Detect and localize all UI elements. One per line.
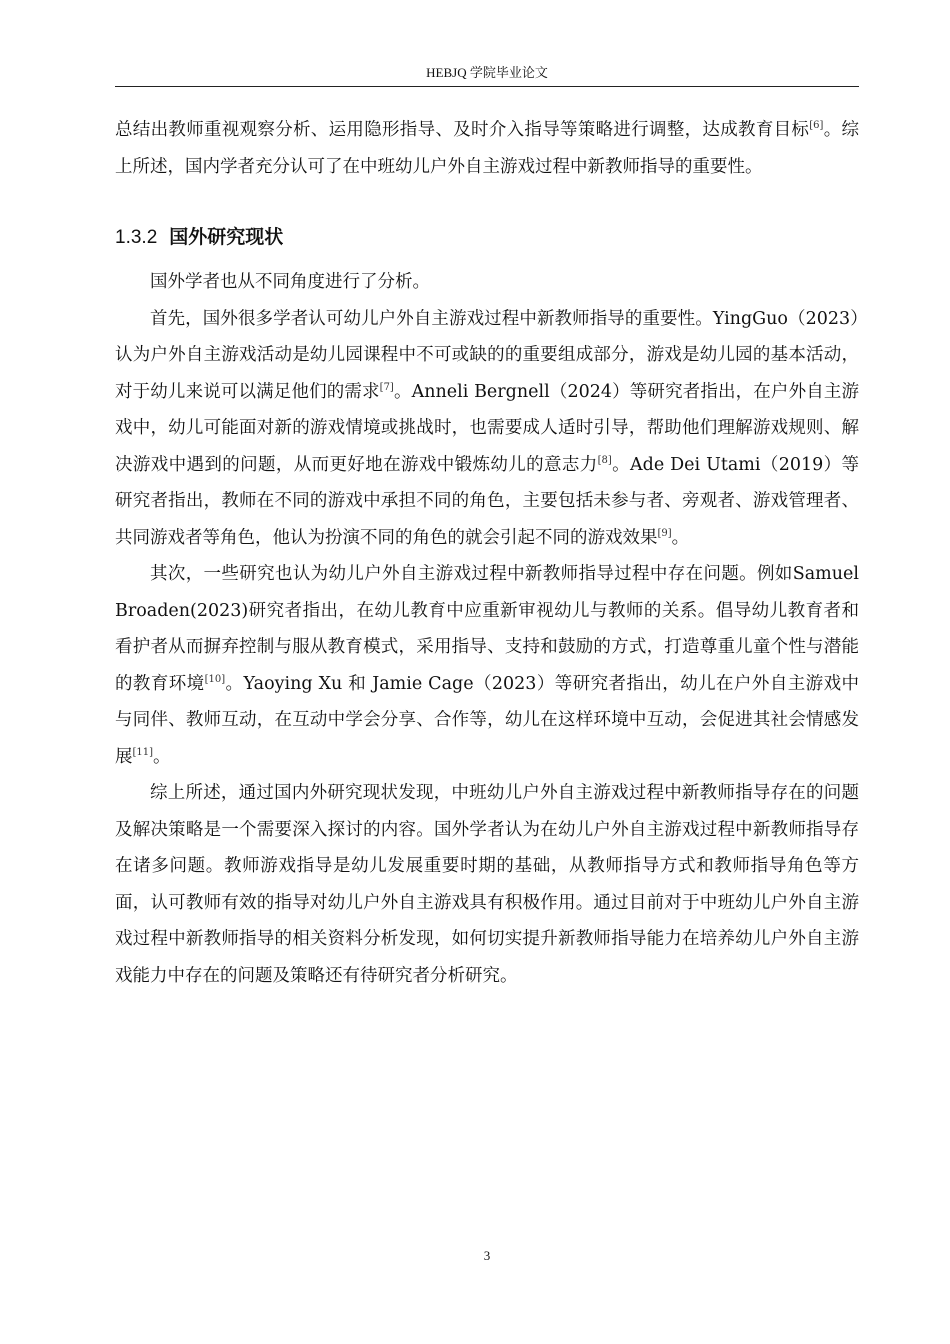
- page-number: 3: [483, 1248, 491, 1263]
- paragraph-2-text-d: 。: [671, 527, 690, 548]
- paragraph-3-text-b: 。Yaoying Xu 和 Jamie Cage（2023）等研究者指出，幼儿在户外自主游戏中与同伴、教师互动，在互动中学会分享、合作等，幼儿在这样环境中互动，会促进其社会情感发展: [115, 673, 860, 767]
- citation-8[interactable]: [8]: [597, 454, 612, 466]
- citation-7[interactable]: [7]: [379, 381, 394, 393]
- intro-text-after: 。综上所述，国内学者充分认可了在中班幼儿户外自主游戏过程中新教师指导的重要性。: [115, 120, 860, 177]
- paragraph-2-text-c: 。Ade Dei Utami（2019）等研究者指出，教师在不同的游戏中承担不同的角色，主要包括未参与者、旁观者、游戏管理者、共同游戏者等角色，他认为扮演不同的角色的就会引起不同的游戏效果: [115, 454, 860, 548]
- paragraph-4: 综上所述，通过国内外研究现状发现，中班幼儿户外自主游戏过程中新教师指导存在的问题及解决策略是一个需要深入探讨的内容。国外学者认为在幼儿户外自主游戏过程中新教师指导存在诸多问题。教师游戏指导是幼儿发展重要时期的基础，从教师指导方式和教师指导角色等方面，认可教师有效的指导对幼儿户外自主游戏具有积极作用。通过目前对于中班幼儿户外自主游戏过程中新教师指导的相关资料分析发现，如何切实提升新教师指导能力在培养幼儿户外自主游戏能力中存在的问题及策略还有待研究者分析研究。: [115, 783, 859, 986]
- section-title: 国外研究现状: [169, 226, 284, 248]
- page-header: HEBJQ 学院毕业论文: [426, 65, 548, 80]
- citation-9[interactable]: [9]: [657, 527, 672, 539]
- citation-10[interactable]: [10]: [204, 673, 226, 685]
- paragraph-3-text-a: 其次，一些研究也认为幼儿户外自主游戏过程中新教师指导过程中存在问题。例如Samuel Broaden(2023)研究者指出，在幼儿教育中应重新审视幼儿与教师的关系。倡导幼儿教育者和看护者从而摒弃控制与服从教育模式，采用指导、支持和鼓励的方式，打造尊重儿童个性与潜能的教育环境: [115, 564, 859, 694]
- intro-paragraph: [115, 112, 859, 185]
- paragraph-2-text-b: 。Anneli Bergnell（2024）等研究者指出，在户外自主游戏中，幼儿可能面对新的游戏情境或挑战时，也需要成人适时引导，帮助他们理解游戏规则、解决游戏中遇到的问题，从而更好地在游戏中锻炼幼儿的意志力: [115, 381, 860, 475]
- header-divider: [115, 86, 859, 87]
- citation-6[interactable]: [6]: [809, 120, 824, 132]
- body-text: [115, 112, 859, 994]
- section-number: 1.3.2: [115, 227, 158, 248]
- paragraph-2-text-a: 首先，国外很多学者认可幼儿户外自主游戏过程中新教师指导的重要性。YingGuo（2023）认为户外自主游戏活动是幼儿园课程中不可或缺的的重要组成部分，游戏是幼儿园的基本活动，对于幼儿来说可以满足他们的需求: [115, 308, 859, 402]
- intro-text: 总结出教师重视观察分析、运用隐形指导、及时介入指导等策略进行调整，达成教育目标: [115, 120, 810, 140]
- paragraph-3: [115, 556, 859, 775]
- paragraph-2: [115, 301, 859, 557]
- section-heading: [115, 219, 859, 256]
- paragraph-3-text-c: 。: [153, 746, 171, 767]
- paragraph-1: 国外学者也从不同角度进行了分析。: [150, 272, 430, 292]
- citation-11[interactable]: [11]: [132, 746, 154, 758]
